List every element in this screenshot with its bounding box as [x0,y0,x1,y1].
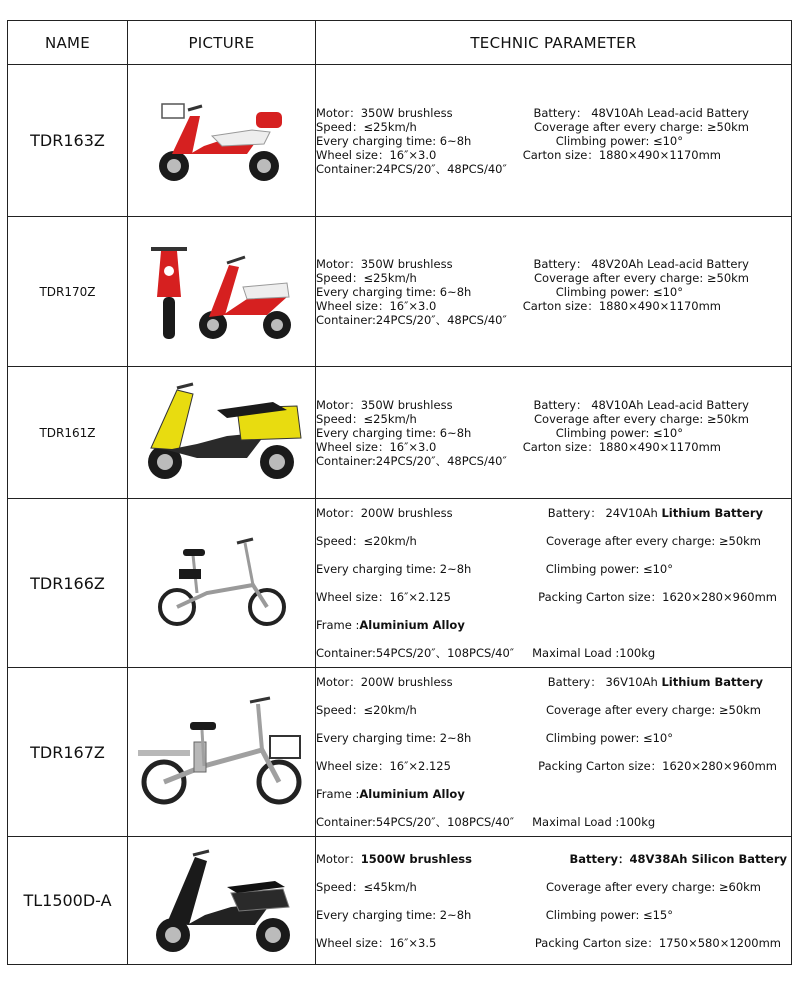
param-line: Every charging time: 6~8h Climbing power: ≤10° [316,425,683,440]
table-row [8,367,792,499]
param-line: Speed：≤25km/h Coverage after every charge: ≥50km [316,270,749,285]
black-scooter-icon [147,843,297,958]
red-scooter-two-views-icon [147,237,297,347]
product-name: TL1500D-A [8,837,128,965]
product-picture [128,499,316,668]
header-row [8,21,792,65]
table-row [8,217,792,367]
product-name: TDR170Z [8,217,128,367]
param-line: Container:24PCS/20″、48PCS/40″ [316,161,507,176]
param-line: Speed：≤20km/h Coverage after every charge: ≥50km [316,703,761,717]
silver-bike-icon [134,692,309,812]
yellow-scooter-icon [137,378,307,488]
param-line: Container:54PCS/20″、108PCS/40″ Maximal Load :100kg [316,646,656,660]
param-line: Speed：≤20km/h Coverage after every charge: ≥50km [316,534,761,548]
param-line: Container:24PCS/20″、48PCS/40″ [316,453,507,468]
param-line: Motor：350W brushless Battery： 48V20Ah Lead-acid Battery [316,256,749,271]
parameters-cell [316,668,792,837]
parameters-cell [316,499,792,668]
header-params: TECHNIC PARAMETER [316,21,792,65]
param-line: Every charging time: 6~8h Climbing power: ≤10° [316,133,683,148]
table-row [8,65,792,217]
param-line: Motor：200W brushless Battery： 24V10Ah Lithium Battery [316,506,763,520]
param-line: Motor：350W brushless Battery： 48V10Ah Lead-acid Battery [316,397,749,412]
product-name: TDR163Z [8,65,128,217]
param-line: Container:54PCS/20″、108PCS/40″ Maximal Load :100kg [316,815,656,829]
product-picture [128,367,316,499]
param-line: Speed：≤25km/h Coverage after every charge: ≥50km [316,119,749,134]
red-scooter-icon [152,96,292,186]
product-picture [128,217,316,367]
param-line: Motor：350W brushless Battery： 48V10Ah Lead-acid Battery [316,105,749,120]
product-name: TDR161Z [8,367,128,499]
header-picture: PICTURE [128,21,316,65]
table-row [8,668,792,837]
table-row [8,837,792,965]
header-name: NAME [8,21,128,65]
param-line: Motor：200W brushless Battery： 36V10Ah Lithium Battery [316,675,763,689]
param-line: Every charging time: 6~8h Climbing power: ≤10° [316,284,683,299]
param-line: Motor：1500W brushless Battery：48V38Ah Silicon Battery [316,851,787,866]
product-picture [128,65,316,217]
param-line: Every charging time: 2~8h Climbing power: ≤10° [316,731,673,745]
param-line: Frame :Aluminium Alloy [316,618,465,632]
param-line: Wheel size：16″×3.0 Carton size：1880×490×1170mm [316,298,721,313]
parameters-cell [316,217,792,367]
parameters-cell [316,65,792,217]
param-line: Every charging time: 2~8h Climbing power: ≤10° [316,562,673,576]
param-line: Wheel size：16″×3.5 Packing Carton size：1750×580×1200mm [316,935,781,950]
param-line: Wheel size：16″×3.0 Carton size：1880×490×1170mm [316,147,721,162]
parameters-cell [316,837,792,965]
product-picture [128,837,316,965]
folding-bike-icon [157,533,287,633]
param-line: Wheel size：16″×2.125 Packing Carton size：1620×280×960mm [316,590,777,604]
param-line: Frame :Aluminium Alloy [316,787,465,801]
parameters-cell [316,367,792,499]
table-row [8,499,792,668]
param-line: Speed：≤25km/h Coverage after every charge: ≥50km [316,411,749,426]
param-line: Speed：≤45km/h Coverage after every charge: ≥60km [316,879,761,894]
product-name: TDR166Z [8,499,128,668]
param-line: Container:24PCS/20″、48PCS/40″ [316,312,507,327]
product-picture [128,668,316,837]
param-line: Wheel size：16″×3.0 Carton size：1880×490×1170mm [316,439,721,454]
param-line: Wheel size：16″×2.125 Packing Carton size：1620×280×960mm [316,759,777,773]
product-name: TDR167Z [8,668,128,837]
spec-table [7,20,792,965]
param-line: Every charging time: 2~8h Climbing power: ≤15° [316,907,673,922]
